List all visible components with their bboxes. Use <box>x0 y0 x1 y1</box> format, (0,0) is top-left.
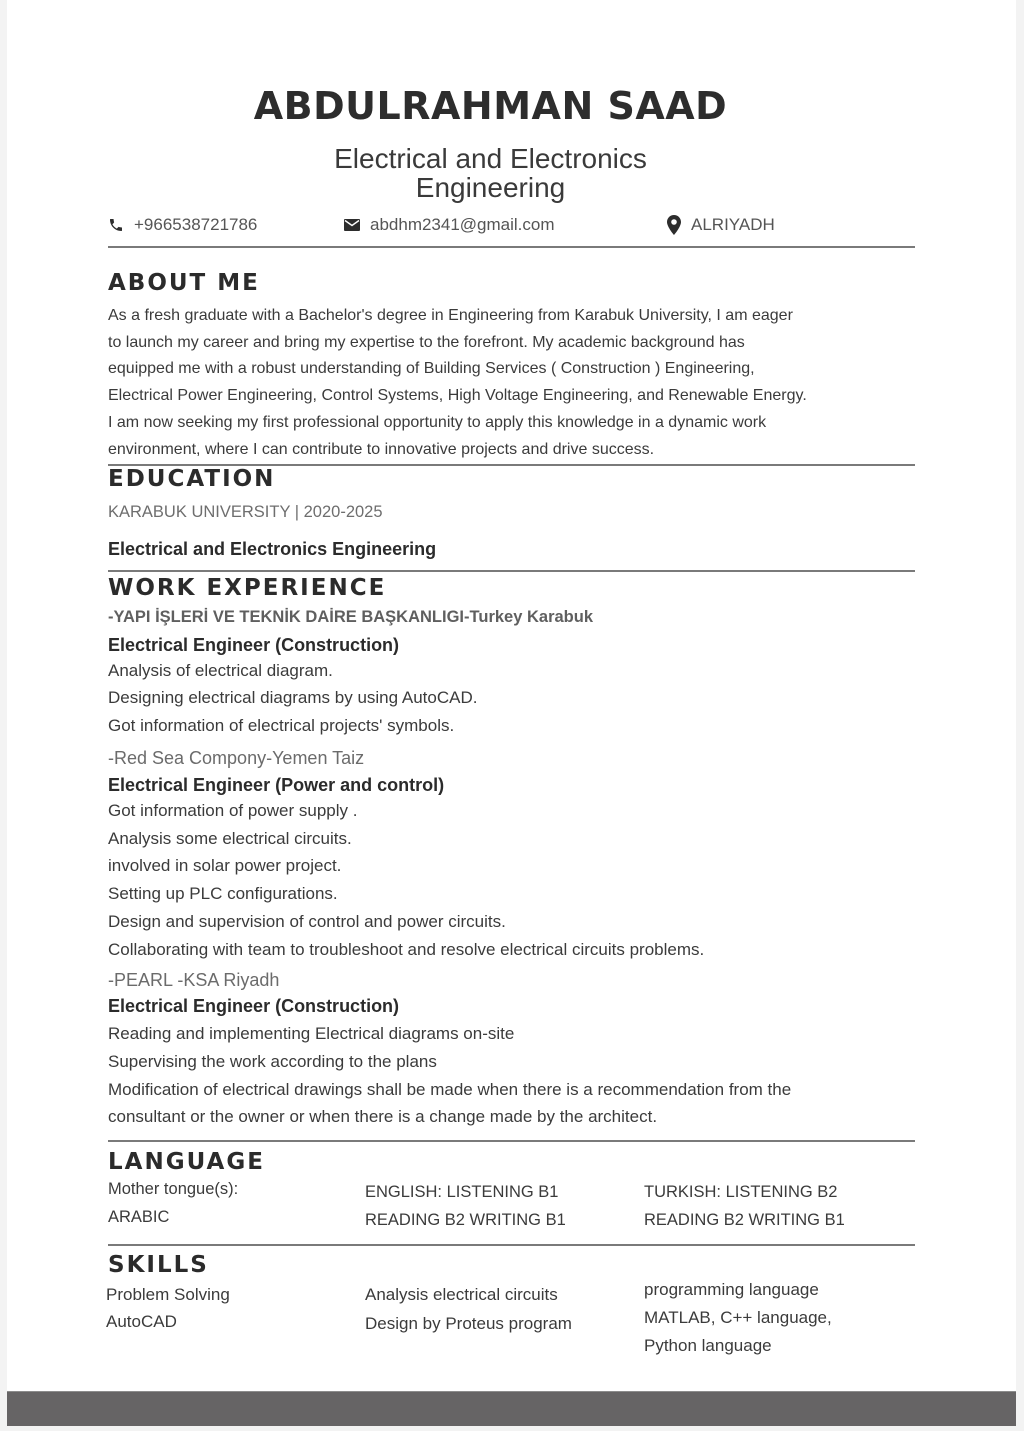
skill-item: MATLAB, C++ language, <box>644 1308 832 1327</box>
divider <box>108 570 915 572</box>
skill-item: Problem Solving <box>106 1285 230 1304</box>
job-company: -PEARL -KSA Riyadh <box>108 970 280 990</box>
language-col-turkish <box>644 1183 845 1230</box>
language-col-english <box>365 1183 566 1230</box>
about-line: Electrical Power Engineering, Control Systems, High Voltage Engineering, and Renewable Energy. <box>108 387 807 405</box>
map-pin-icon <box>667 215 681 235</box>
skill-item: programming language <box>644 1280 819 1299</box>
job-duty: Setting up PLC configurations. <box>108 884 338 903</box>
job-duty: consultant or the owner or when there is a change made by the architect. <box>108 1107 658 1126</box>
job-duty: Supervising the work according to the plans <box>108 1052 437 1071</box>
language-item: READING B2 WRITING B1 <box>365 1211 566 1229</box>
about-heading: ABOUT ME <box>108 270 260 296</box>
divider <box>108 1244 915 1246</box>
skill-item: AutoCAD <box>106 1312 177 1331</box>
contact-email <box>344 215 555 235</box>
job-role: Electrical Engineer (Construction) <box>108 635 400 655</box>
skill-item: Design by Proteus program <box>365 1314 572 1333</box>
skills-heading: SKILLS <box>108 1252 209 1278</box>
envelope-icon <box>344 219 360 231</box>
skill-item: Analysis electrical circuits <box>365 1285 558 1304</box>
job-duty: Reading and implementing Electrical diagrams on-site <box>108 1024 515 1043</box>
language-item: Mother tongue(s): <box>108 1180 239 1198</box>
job-company: -Red Sea Compony-Yemen Taiz <box>108 748 365 768</box>
skills-col-1 <box>106 1285 230 1332</box>
job-duty: Got information of electrical projects' symbols. <box>108 716 455 735</box>
contact-row <box>108 215 915 237</box>
job-duty: Designing electrical diagrams by using AutoCAD. <box>108 688 478 707</box>
title-line-2: Engineering <box>415 172 566 203</box>
language-heading: LANGUAGE <box>108 1149 265 1175</box>
language-item: ENGLISH: LISTENING B1 <box>365 1183 559 1201</box>
candidate-name: ABDULRAHMAN SAAD <box>253 84 728 128</box>
candidate-title <box>108 144 873 202</box>
about-text <box>108 303 918 463</box>
location-text: ALRIYADH <box>691 215 775 234</box>
skill-item: Python language <box>644 1336 772 1355</box>
job-duty: Design and supervision of control and power circuits. <box>108 912 506 931</box>
divider <box>108 1140 915 1142</box>
job-duty: Collaborating with team to troubleshoot and resolve electrical circuits problems. <box>108 940 705 959</box>
language-item: TURKISH: LISTENING B2 <box>644 1183 838 1201</box>
footer-bar <box>7 1391 1016 1426</box>
contact-location <box>667 215 775 235</box>
language-item: READING B2 WRITING B1 <box>644 1211 845 1229</box>
job-duty: involved in solar power project. <box>108 856 342 875</box>
skills-col-3 <box>644 1276 832 1360</box>
job-role: Electrical Engineer (Power and control) <box>108 775 445 795</box>
job-duty: Got information of power supply . <box>108 801 358 820</box>
job-duty: Analysis some electrical circuits. <box>108 829 352 848</box>
education-school: KARABUK UNIVERSITY | 2020-2025 <box>108 503 383 521</box>
about-line: to launch my career and bring my expertise to the forefront. My academic background has <box>108 333 745 351</box>
title-line-1: Electrical and Electronics <box>334 143 647 174</box>
contact-phone <box>108 215 257 235</box>
skills-col-2 <box>365 1285 572 1334</box>
language-item: ARABIC <box>108 1208 170 1226</box>
language-col-native <box>108 1180 238 1227</box>
divider <box>108 246 915 248</box>
phone-icon <box>108 217 124 233</box>
about-line: I am now seeking my first professional opportunity to apply this knowledge in a dynamic work <box>108 413 767 431</box>
about-line: environment, where I can contribute to innovative projects and drive success. <box>108 440 655 458</box>
resume-page <box>7 0 1016 1426</box>
education-degree: Electrical and Electronics Engineering <box>108 539 437 559</box>
phone-number: +966538721786 <box>134 215 258 234</box>
job-duty: Modification of electrical drawings shall be made when there is a recommendation from the <box>108 1080 792 1099</box>
about-line: equipped me with a robust understanding of Building Services ( Construction ) Engineering, <box>108 360 755 378</box>
job-duty: Analysis of electrical diagram. <box>108 661 333 680</box>
job-role: Electrical Engineer (Construction) <box>108 996 400 1016</box>
job-company: -YAPI İŞLERİ VE TEKNİK DAİRE BAŞKANLIGI-Turkey Karabuk <box>108 608 594 626</box>
work-heading: WORK EXPERIENCE <box>108 575 387 601</box>
email-address: abdhm2341@gmail.com <box>370 215 555 234</box>
about-line: As a fresh graduate with a Bachelor's degree in Engineering from Karabuk University, I am eager <box>108 307 793 324</box>
education-heading: EDUCATION <box>108 466 276 492</box>
